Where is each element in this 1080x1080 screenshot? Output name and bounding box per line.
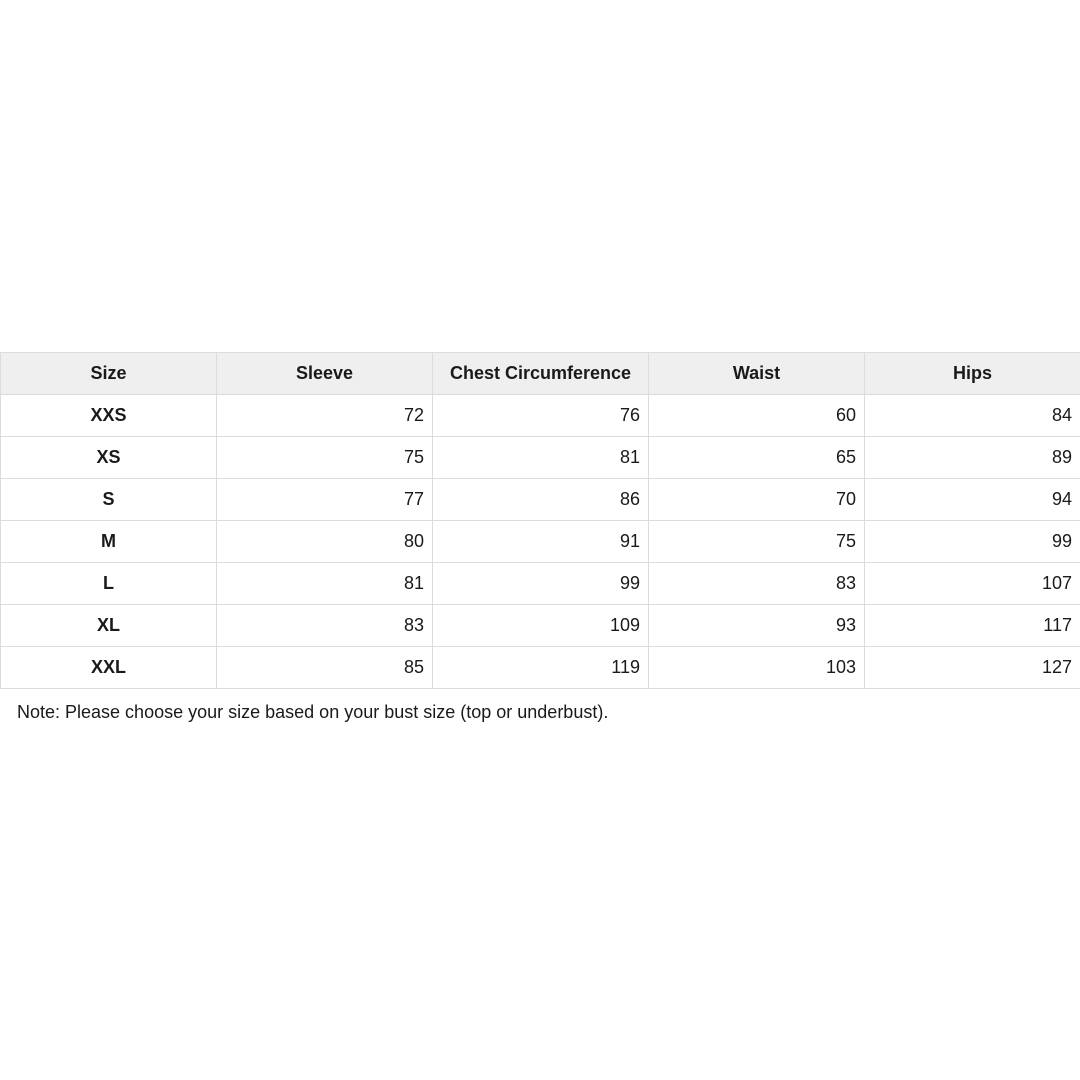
table-row <box>1 521 1080 563</box>
chest-cell: 109 <box>433 605 649 647</box>
size-cell: XS <box>1 437 217 479</box>
hips-cell: 94 <box>865 479 1080 521</box>
waist-cell: 65 <box>649 437 865 479</box>
sleeve-cell: 85 <box>217 647 433 689</box>
table-header <box>1 353 1080 395</box>
table-row <box>1 605 1080 647</box>
size-note: Note: Please choose your size based on your bust size (top or underbust). <box>17 702 609 722</box>
waist-cell: 70 <box>649 479 865 521</box>
waist-cell: 83 <box>649 563 865 605</box>
header-hips: Hips <box>865 353 1080 395</box>
header-chest-circumference: Chest Circumference <box>433 353 649 395</box>
table-row <box>1 395 1080 437</box>
sleeve-cell: 80 <box>217 521 433 563</box>
waist-cell: 75 <box>649 521 865 563</box>
hips-cell: 84 <box>865 395 1080 437</box>
table-row <box>1 563 1080 605</box>
header-row <box>1 353 1080 395</box>
hips-cell: 89 <box>865 437 1080 479</box>
sleeve-cell: 75 <box>217 437 433 479</box>
size-cell: L <box>1 563 217 605</box>
hips-cell: 99 <box>865 521 1080 563</box>
sleeve-cell: 72 <box>217 395 433 437</box>
size-cell: S <box>1 479 217 521</box>
waist-cell: 60 <box>649 395 865 437</box>
size-cell: M <box>1 521 217 563</box>
hips-cell: 127 <box>865 647 1080 689</box>
chest-cell: 119 <box>433 647 649 689</box>
chest-cell: 76 <box>433 395 649 437</box>
sleeve-cell: 77 <box>217 479 433 521</box>
chest-cell: 81 <box>433 437 649 479</box>
sleeve-cell: 83 <box>217 605 433 647</box>
table-body <box>1 395 1080 689</box>
size-cell: XXL <box>1 647 217 689</box>
sleeve-cell: 81 <box>217 563 433 605</box>
hips-cell: 107 <box>865 563 1080 605</box>
chest-cell: 91 <box>433 521 649 563</box>
header-size: Size <box>1 353 217 395</box>
chest-cell: 86 <box>433 479 649 521</box>
waist-cell: 103 <box>649 647 865 689</box>
table-row <box>1 647 1080 689</box>
size-cell: XXS <box>1 395 217 437</box>
table-row <box>1 437 1080 479</box>
table-row <box>1 479 1080 521</box>
chest-cell: 99 <box>433 563 649 605</box>
size-chart <box>0 352 1080 689</box>
size-table <box>0 352 1080 689</box>
hips-cell: 117 <box>865 605 1080 647</box>
waist-cell: 93 <box>649 605 865 647</box>
size-cell: XL <box>1 605 217 647</box>
header-sleeve: Sleeve <box>217 353 433 395</box>
header-waist: Waist <box>649 353 865 395</box>
